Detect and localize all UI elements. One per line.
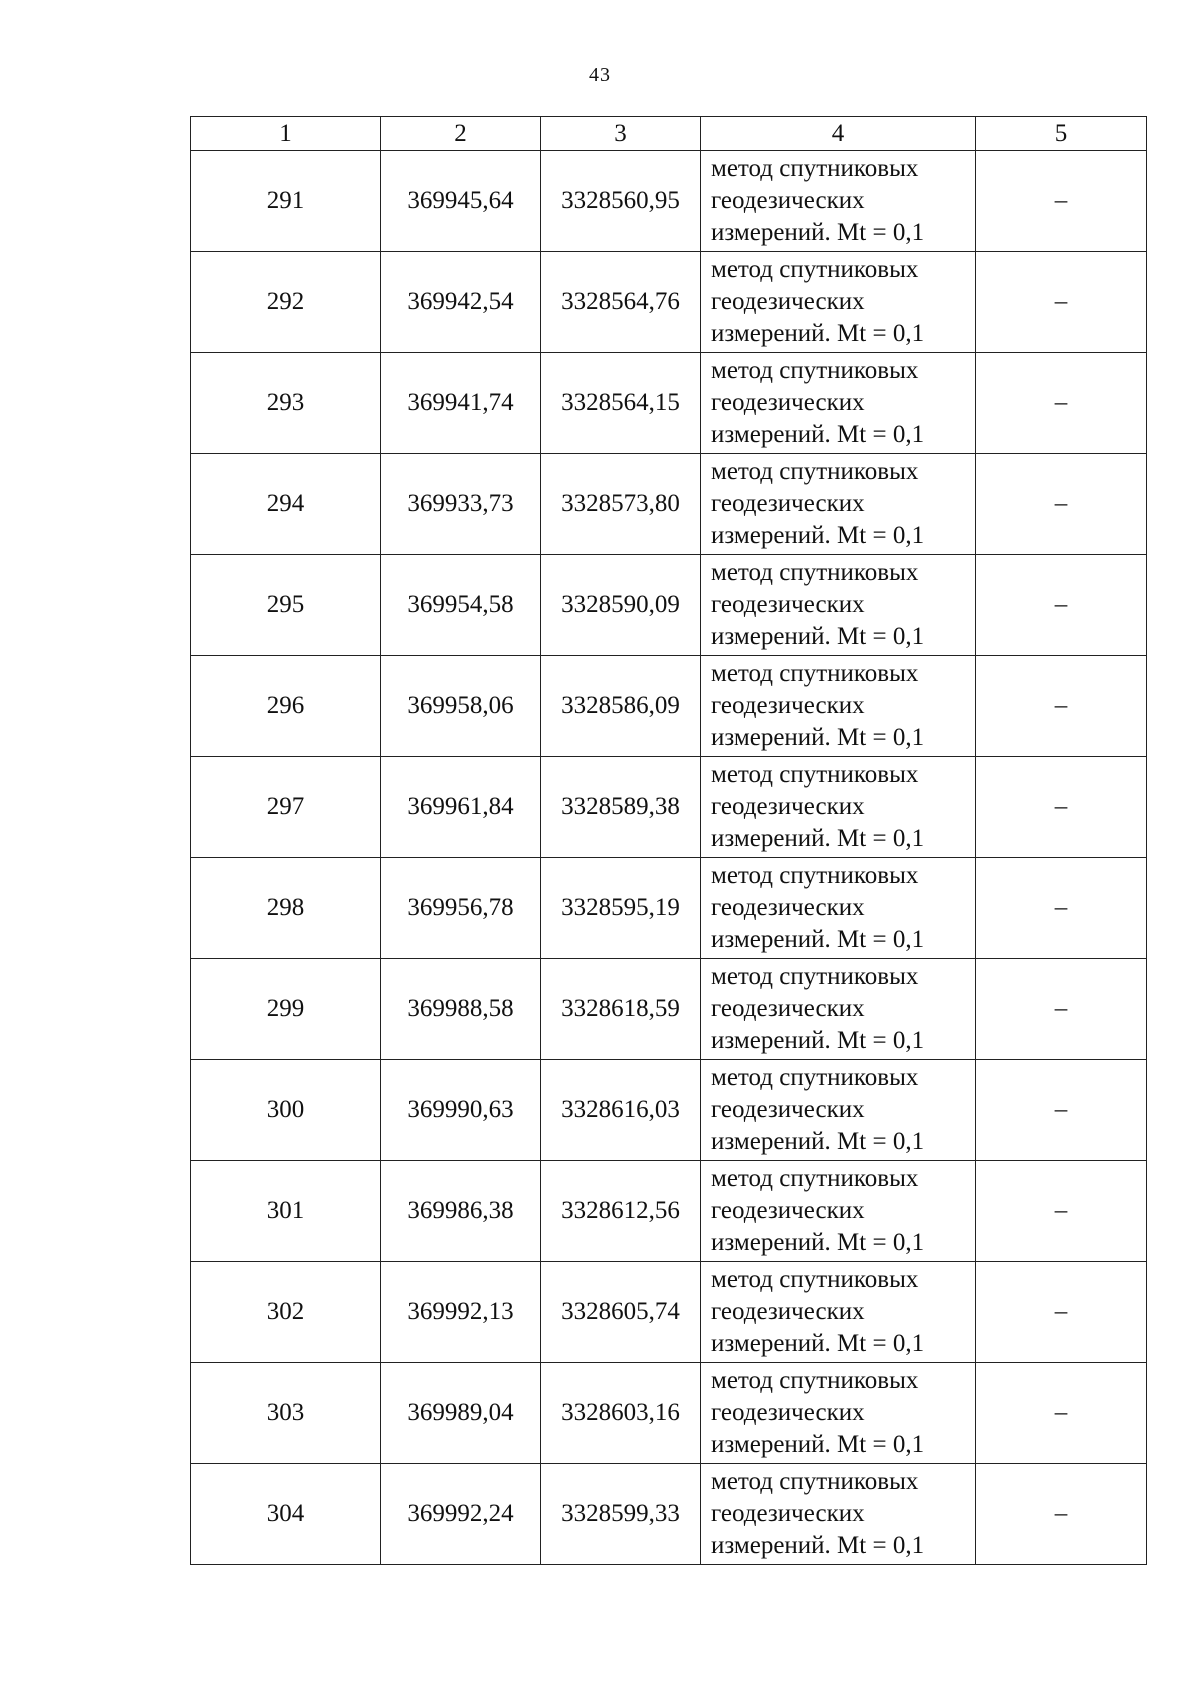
method-text-line: измерений. Mt = 0,1	[711, 1431, 925, 1458]
x-coordinate-cell: 369990,63	[381, 1060, 541, 1161]
x-coordinate-cell: 369941,74	[381, 353, 541, 454]
point-number-cell: 294	[191, 454, 381, 555]
table-row	[191, 252, 1147, 353]
method-text-line: измерений. Mt = 0,1	[711, 926, 925, 953]
method-text-line: измерений. Mt = 0,1	[711, 1532, 925, 1559]
point-number-cell: 291	[191, 151, 381, 252]
column-header-4: 4	[701, 117, 976, 151]
method-text-line: измерений. Mt = 0,1	[711, 1229, 925, 1256]
x-coordinate-cell: 369988,58	[381, 959, 541, 1060]
y-coordinate-cell: 3328616,03	[541, 1060, 701, 1161]
method-text-line: измерений. Mt = 0,1	[711, 623, 925, 650]
y-coordinate-cell: 3328564,76	[541, 252, 701, 353]
method-text-line: измерений. Mt = 0,1	[711, 825, 925, 852]
method-cell	[701, 1060, 976, 1161]
table-row	[191, 1464, 1147, 1565]
method-text-line: метод спутниковых	[711, 1266, 919, 1293]
y-coordinate-cell: 3328612,56	[541, 1161, 701, 1262]
point-number-cell: 301	[191, 1161, 381, 1262]
method-text-line: геодезических	[711, 490, 865, 517]
method-cell	[701, 353, 976, 454]
note-cell: –	[976, 959, 1147, 1060]
y-coordinate-cell: 3328564,15	[541, 353, 701, 454]
y-coordinate-cell: 3328595,19	[541, 858, 701, 959]
point-number-cell: 300	[191, 1060, 381, 1161]
column-header-1: 1	[191, 117, 381, 151]
note-cell: –	[976, 252, 1147, 353]
note-cell: –	[976, 858, 1147, 959]
method-text-line: метод спутниковых	[711, 1165, 919, 1192]
note-cell: –	[976, 1161, 1147, 1262]
note-cell: –	[976, 555, 1147, 656]
y-coordinate-cell: 3328589,38	[541, 757, 701, 858]
method-text-line: метод спутниковых	[711, 660, 919, 687]
method-text-line: геодезических	[711, 692, 865, 719]
point-number-cell: 293	[191, 353, 381, 454]
method-text-line: измерений. Mt = 0,1	[711, 1128, 925, 1155]
y-coordinate-cell: 3328618,59	[541, 959, 701, 1060]
method-cell	[701, 858, 976, 959]
table-row	[191, 454, 1147, 555]
method-text-line: измерений. Mt = 0,1	[711, 219, 925, 246]
y-coordinate-cell: 3328573,80	[541, 454, 701, 555]
table-row	[191, 151, 1147, 252]
point-number-cell: 297	[191, 757, 381, 858]
method-text-line: метод спутниковых	[711, 761, 919, 788]
method-text-line: измерений. Mt = 0,1	[711, 1027, 925, 1054]
x-coordinate-cell: 369992,13	[381, 1262, 541, 1363]
method-text-line: геодезических	[711, 1197, 865, 1224]
note-cell: –	[976, 454, 1147, 555]
table-row	[191, 858, 1147, 959]
table-body	[191, 151, 1147, 1565]
table-row	[191, 555, 1147, 656]
point-number-cell: 292	[191, 252, 381, 353]
method-text-line: метод спутниковых	[711, 458, 919, 485]
x-coordinate-cell: 369989,04	[381, 1363, 541, 1464]
note-cell: –	[976, 656, 1147, 757]
point-number-cell: 295	[191, 555, 381, 656]
note-cell: –	[976, 1464, 1147, 1565]
y-coordinate-cell: 3328605,74	[541, 1262, 701, 1363]
method-text-line: измерений. Mt = 0,1	[711, 724, 925, 751]
x-coordinate-cell: 369961,84	[381, 757, 541, 858]
method-text-line: метод спутниковых	[711, 1468, 919, 1495]
y-coordinate-cell: 3328599,33	[541, 1464, 701, 1565]
method-text-line: геодезических	[711, 894, 865, 921]
method-text-line: геодезических	[711, 288, 865, 315]
table-row	[191, 757, 1147, 858]
method-text-line: метод спутниковых	[711, 559, 919, 586]
method-text-line: измерений. Mt = 0,1	[711, 1330, 925, 1357]
method-text-line: метод спутниковых	[711, 1367, 919, 1394]
y-coordinate-cell: 3328586,09	[541, 656, 701, 757]
method-text-line: геодезических	[711, 793, 865, 820]
method-cell	[701, 757, 976, 858]
method-text-line: геодезических	[711, 995, 865, 1022]
method-cell	[701, 1464, 976, 1565]
method-text-line: геодезических	[711, 591, 865, 618]
point-number-cell: 302	[191, 1262, 381, 1363]
table-row	[191, 1363, 1147, 1464]
method-text-line: геодезических	[711, 1096, 865, 1123]
x-coordinate-cell: 369954,58	[381, 555, 541, 656]
method-text-line: метод спутниковых	[711, 963, 919, 990]
column-header-2: 2	[381, 117, 541, 151]
method-cell	[701, 555, 976, 656]
x-coordinate-cell: 369958,06	[381, 656, 541, 757]
method-cell	[701, 1262, 976, 1363]
method-text-line: измерений. Mt = 0,1	[711, 522, 925, 549]
method-text-line: метод спутниковых	[711, 862, 919, 889]
x-coordinate-cell: 369945,64	[381, 151, 541, 252]
table-row	[191, 959, 1147, 1060]
table-row	[191, 656, 1147, 757]
method-cell	[701, 656, 976, 757]
point-number-cell: 304	[191, 1464, 381, 1565]
method-text-line: метод спутниковых	[711, 357, 919, 384]
method-cell	[701, 252, 976, 353]
method-cell	[701, 454, 976, 555]
note-cell: –	[976, 353, 1147, 454]
column-header-5: 5	[976, 117, 1147, 151]
method-text-line: геодезических	[711, 1399, 865, 1426]
x-coordinate-cell: 369986,38	[381, 1161, 541, 1262]
note-cell: –	[976, 757, 1147, 858]
header-row	[191, 117, 1147, 151]
point-number-cell: 303	[191, 1363, 381, 1464]
table-row	[191, 1161, 1147, 1262]
x-coordinate-cell: 369942,54	[381, 252, 541, 353]
method-cell	[701, 151, 976, 252]
method-text-line: измерений. Mt = 0,1	[711, 421, 925, 448]
y-coordinate-cell: 3328590,09	[541, 555, 701, 656]
coordinates-table	[190, 116, 1147, 1565]
table-row	[191, 353, 1147, 454]
method-cell	[701, 1161, 976, 1262]
point-number-cell: 298	[191, 858, 381, 959]
method-text-line: геодезических	[711, 187, 865, 214]
table-header	[191, 117, 1147, 151]
point-number-cell: 296	[191, 656, 381, 757]
method-text-line: геодезических	[711, 1500, 865, 1527]
method-text-line: геодезических	[711, 1298, 865, 1325]
method-text-line: измерений. Mt = 0,1	[711, 320, 925, 347]
y-coordinate-cell: 3328603,16	[541, 1363, 701, 1464]
x-coordinate-cell: 369992,24	[381, 1464, 541, 1565]
x-coordinate-cell: 369933,73	[381, 454, 541, 555]
method-cell	[701, 1363, 976, 1464]
method-text-line: метод спутниковых	[711, 256, 919, 283]
method-text-line: метод спутниковых	[711, 155, 919, 182]
note-cell: –	[976, 1363, 1147, 1464]
method-text-line: геодезических	[711, 389, 865, 416]
note-cell: –	[976, 151, 1147, 252]
table-row	[191, 1262, 1147, 1363]
point-number-cell: 299	[191, 959, 381, 1060]
column-header-3: 3	[541, 117, 701, 151]
y-coordinate-cell: 3328560,95	[541, 151, 701, 252]
note-cell: –	[976, 1060, 1147, 1161]
table-row	[191, 1060, 1147, 1161]
x-coordinate-cell: 369956,78	[381, 858, 541, 959]
page-number: 43	[589, 64, 611, 86]
method-cell	[701, 959, 976, 1060]
note-cell: –	[976, 1262, 1147, 1363]
method-text-line: метод спутниковых	[711, 1064, 919, 1091]
